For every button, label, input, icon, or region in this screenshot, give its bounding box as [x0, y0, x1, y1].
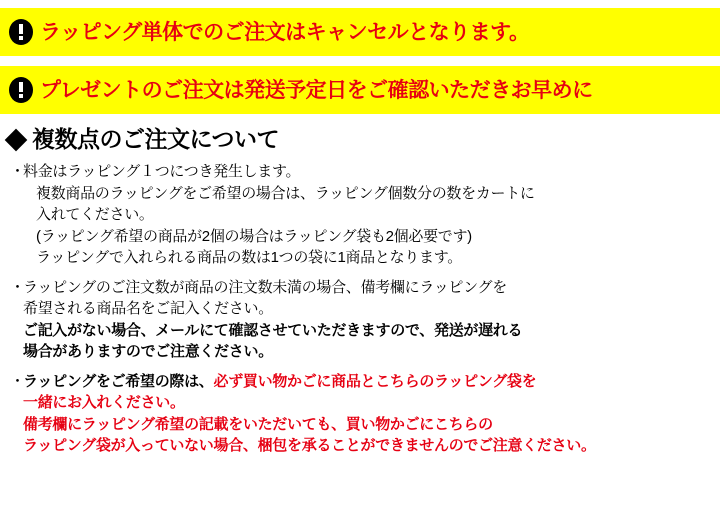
list-item: [10, 161, 710, 269]
notice-line: 料金はラッピング１つにつき発生します。: [23, 163, 301, 180]
notice-line: ラッピングのご注文数が商品の注文数未満の場合、備考欄にラッピングを: [23, 278, 507, 296]
notice-line-alert: ラッピング袋が入っていない場合、梱包を承ることができませんのでご注意ください。: [23, 437, 596, 454]
notice-line: ラッピングで入れられる商品の数は1つの袋に1商品となります。: [36, 249, 462, 266]
list-item: [10, 277, 710, 363]
notice-line-emphasis: ご記入がない場合、メールにて確認させていただきますので、発送が遅れる: [23, 321, 523, 339]
list-item-body: [23, 371, 710, 457]
notice-line-emphasis: ラッピングをご希望の際は、: [23, 372, 214, 390]
notice-line-mixed: [23, 371, 710, 393]
notice-line: 複数商品のラッピングをご希望の場合は、ラッピング個数分の数をカートに: [36, 184, 535, 202]
list-bullet: ・: [10, 372, 26, 390]
warning-banner-2-text: プレゼントのご注文は発送予定日をご確認いただきお早めに: [40, 78, 593, 102]
warning-banner-1-text: ラッピング単体でのご注文はキャンセルとなります。: [40, 20, 530, 44]
section-heading: [8, 128, 720, 151]
exclamation-circle-icon: [8, 17, 34, 47]
section-title: 複数点のご注文について: [32, 126, 280, 152]
notice-line-emphasis: 場合がありますのでご注意ください。: [23, 343, 273, 360]
notice-line-alert: 必ず買い物かごに商品とこちらのラッピング袋を: [213, 372, 537, 390]
notice-line-alert: 備考欄にラッピング希望の記載をいただいても、買い物かごにこちらの: [23, 415, 493, 433]
list-bullet: ・: [10, 163, 26, 180]
warning-banner-1: [0, 8, 720, 56]
list-item: [10, 371, 710, 457]
diamond-icon: [5, 128, 28, 151]
notice-line: 入れてください。: [36, 206, 154, 223]
notice-page: [0, 8, 720, 512]
list-bullet: ・: [10, 278, 26, 296]
notice-body: [10, 161, 710, 457]
warning-banner-2: [0, 66, 720, 114]
notice-line: 希望される商品名をご記入ください。: [23, 300, 273, 317]
list-item-body: [23, 277, 710, 363]
list-item-body: [23, 161, 710, 269]
exclamation-circle-icon: [8, 75, 34, 105]
notice-line-alert: 一緒にお入れください。: [23, 394, 185, 411]
notice-line: (ラッピング希望の商品が2個の場合はラッピング袋も2個必要です): [36, 227, 472, 245]
